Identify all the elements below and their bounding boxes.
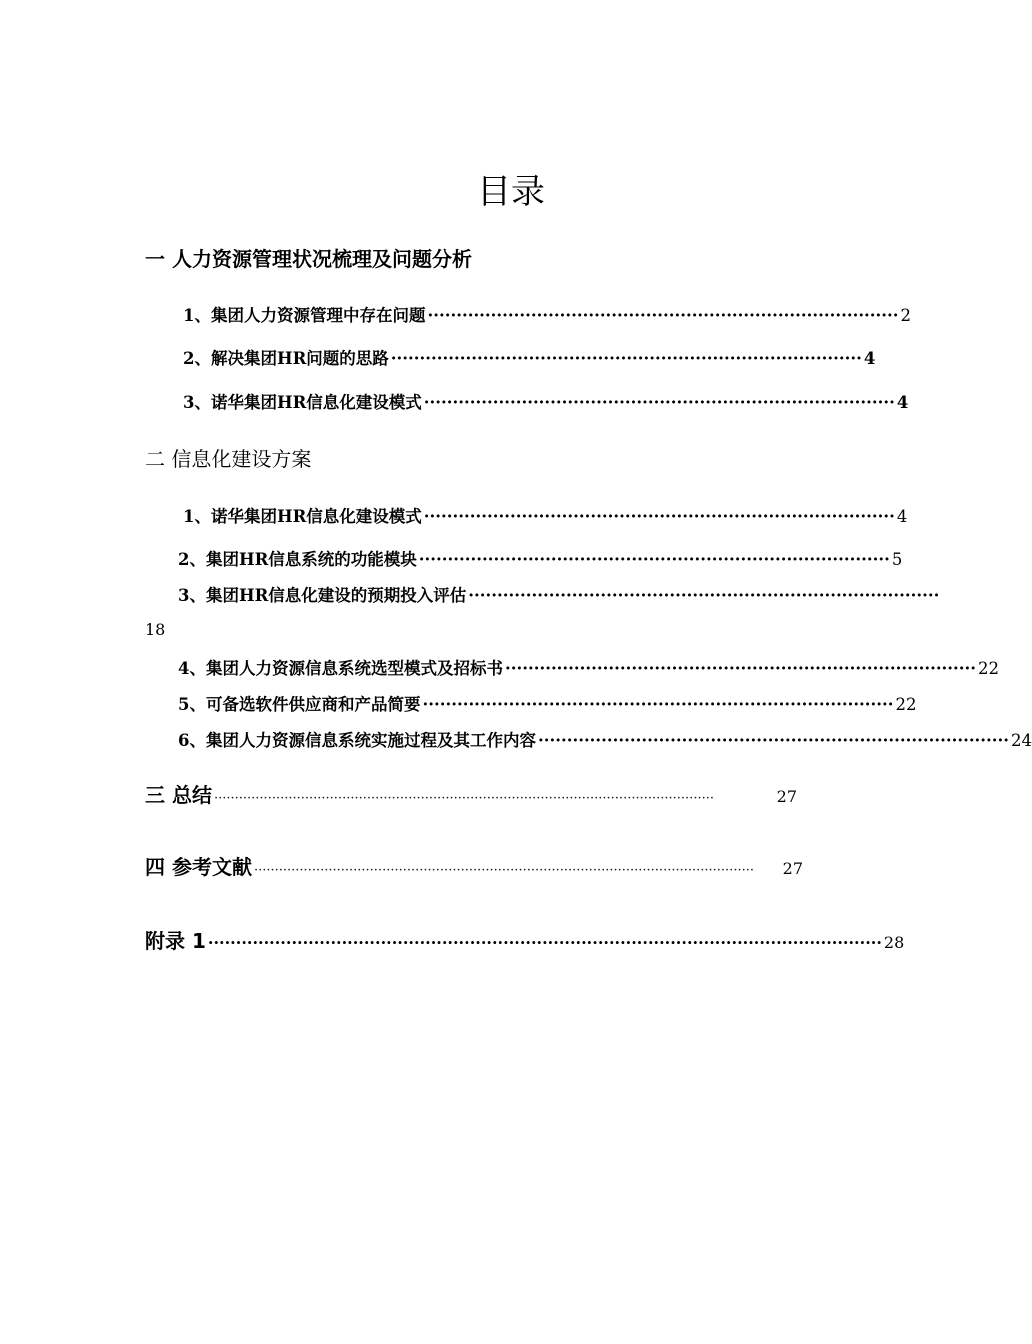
leader-dots: ·················································································· xyxy=(423,507,895,526)
toc-entry-page: 2 xyxy=(900,306,912,325)
toc-entry-page: 24 xyxy=(1011,731,1032,750)
toc-entry-page: 22 xyxy=(895,695,917,714)
toc-entry[interactable] xyxy=(183,389,909,413)
toc-entry-page: 4 xyxy=(863,349,876,368)
toc-entry-label: 1、诺华集团HR信息化建设模式 xyxy=(183,507,422,526)
toc-entry-label: 5、可备选软件供应商和产品简要 xyxy=(178,695,421,714)
toc-entry-label: 3、诺华集团HR信息化建设模式 xyxy=(183,393,422,412)
toc-entry[interactable] xyxy=(145,851,803,880)
toc-entry[interactable] xyxy=(183,302,912,326)
toc-entry[interactable] xyxy=(145,779,797,808)
toc-entry-label: 3、集团HR信息化建设的预期投入评估 xyxy=(178,586,467,605)
leader-dots: ························································································································· xyxy=(213,791,714,806)
toc-entry-label: 2、集团HR信息系统的功能模块 xyxy=(178,550,417,569)
toc-entry-page: 27 xyxy=(776,787,797,806)
section-heading-4: 四 参考文献 xyxy=(145,855,252,879)
section-heading-3: 三 总结 xyxy=(145,783,212,807)
toc-entry[interactable] xyxy=(178,582,940,606)
toc-entry-page: 4 xyxy=(896,507,908,526)
toc-entry-page: 22 xyxy=(978,659,1000,678)
toc-entry[interactable] xyxy=(178,546,903,570)
toc-entry-label: 4、集团人力资源信息系统选型模式及招标书 xyxy=(178,659,503,678)
leader-dots: ·················································································· xyxy=(422,695,894,714)
toc-entry-page: 5 xyxy=(891,550,903,569)
appendix-heading: 附录 1 xyxy=(145,929,206,953)
toc-entry-label: 2、解决集团HR问题的思路 xyxy=(183,349,389,368)
toc-entry-label: 6、集团人力资源信息系统实施过程及其工作内容 xyxy=(178,731,536,750)
leader-dots: ························································································································· xyxy=(207,933,882,952)
toc-entry-page: 28 xyxy=(883,933,905,952)
leader-dots: ·················································································· xyxy=(390,349,862,368)
toc-entry-page: 4 xyxy=(896,393,909,412)
toc-entry[interactable] xyxy=(178,727,1032,751)
leader-dots: ·················································································· xyxy=(423,393,895,412)
toc-entry[interactable] xyxy=(145,925,905,954)
toc-entry-page: 18 xyxy=(145,620,166,639)
toc-entry[interactable] xyxy=(178,655,1000,679)
leader-dots: ·················································································· xyxy=(418,550,890,569)
toc-entry-label: 1、集团人力资源管理中存在问题 xyxy=(183,306,426,325)
leader-dots: ·················································································· xyxy=(537,731,1010,750)
toc-title: 目录 xyxy=(477,172,545,212)
leader-dots: ·················································································· xyxy=(504,659,977,678)
leader-dots: ·················································································· xyxy=(427,306,899,325)
section-heading-2: 二 信息化建设方案 xyxy=(145,447,312,471)
toc-entry[interactable] xyxy=(183,503,908,527)
leader-dots: ·················································································· xyxy=(468,586,940,605)
toc-entry[interactable] xyxy=(178,691,917,715)
leader-dots: ························································································································· xyxy=(253,863,754,878)
section-heading-1: 一 人力资源管理状况梳理及问题分析 xyxy=(145,247,472,271)
toc-entry-page: 27 xyxy=(782,859,803,878)
toc-entry[interactable] xyxy=(183,345,876,369)
